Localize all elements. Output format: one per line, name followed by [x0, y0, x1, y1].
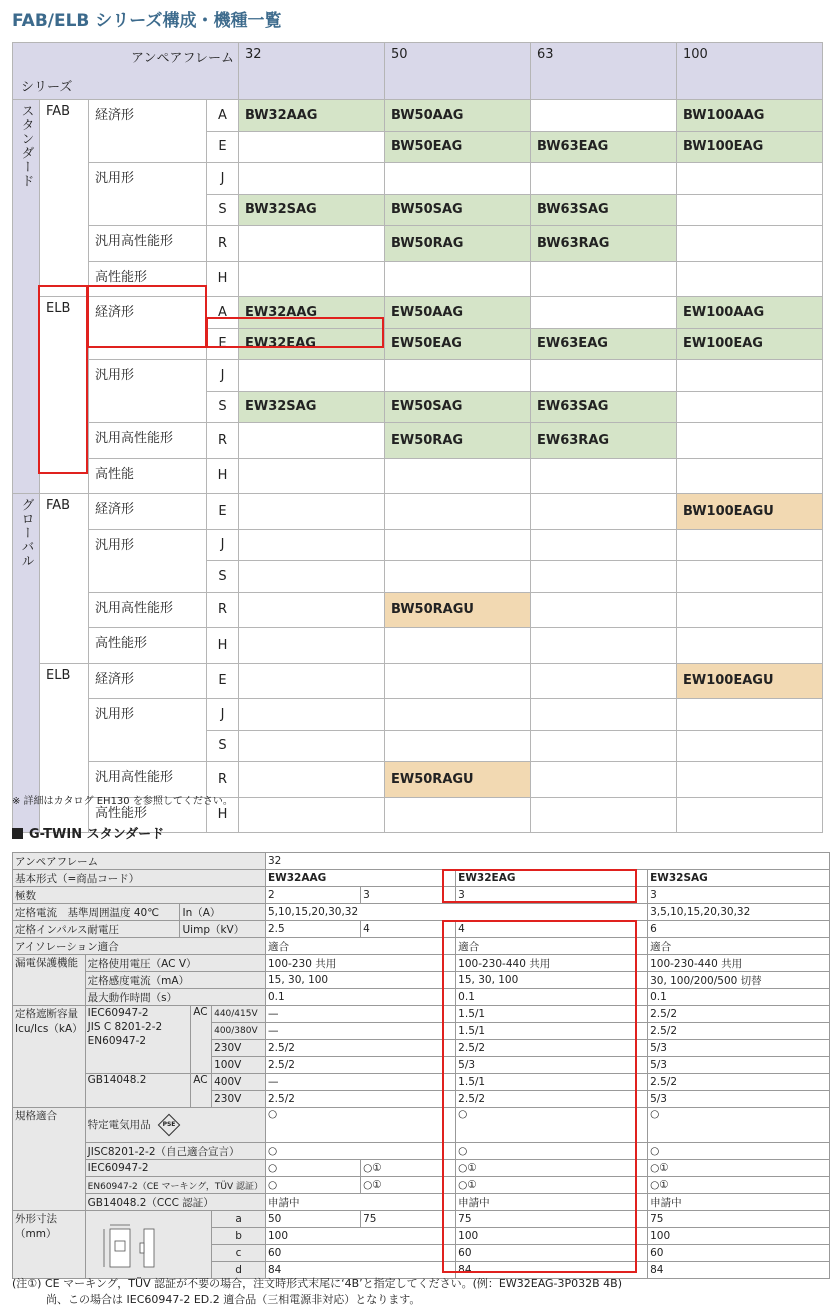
group-label: スタンダード — [13, 100, 40, 494]
model-cell — [677, 194, 823, 226]
model-cell: EW32AAG — [239, 297, 385, 329]
cert-value: ○ — [266, 1160, 361, 1177]
model-cell — [239, 529, 385, 561]
breaker-type: 汎用高性能形 — [89, 423, 207, 459]
model-cell — [531, 730, 677, 762]
footnote — [12, 1276, 622, 1308]
model-cell — [531, 458, 677, 494]
break-voltage: 230V — [212, 1091, 266, 1108]
dim-value: 60 — [456, 1245, 648, 1262]
model-cell: EW63RAG — [531, 423, 677, 459]
break-value: — — [266, 1023, 456, 1040]
isolation-value: 適合 — [266, 938, 456, 955]
dimension-drawing — [98, 1217, 170, 1277]
type-code: J — [207, 699, 239, 731]
type-code: S — [207, 730, 239, 762]
leak-voltage-value: 100-230-440 共用 — [648, 955, 830, 972]
model-cell — [385, 529, 531, 561]
type-code: E — [207, 663, 239, 699]
type-code: R — [207, 423, 239, 459]
model-cell: BW50EAG — [385, 131, 531, 163]
model-cell: BW50SAG — [385, 194, 531, 226]
type-code: H — [207, 628, 239, 664]
model-cell — [239, 730, 385, 762]
frame-50-header: 50 — [385, 43, 531, 100]
model-cell — [239, 494, 385, 530]
frame-63-header: 63 — [531, 43, 677, 100]
dim-value: 100 — [456, 1228, 648, 1245]
model-ew32aag: EW32AAG — [266, 870, 456, 887]
rated-current-value: 5,10,15,20,30,32 — [266, 904, 648, 921]
break-label: 定格遮断容量 Icu/Ics（kA） — [13, 1006, 86, 1108]
leak-time-value: 0.1 — [266, 989, 456, 1006]
series-row — [13, 100, 823, 132]
type-code: J — [207, 360, 239, 392]
model-cell: BW32SAG — [239, 194, 385, 226]
model-cell — [531, 561, 677, 593]
model-cell — [239, 628, 385, 664]
break-value: 2.5/2 — [648, 1074, 830, 1091]
catalog-note: ※ 詳細はカタログ EH130 を参照してください。 — [12, 796, 233, 807]
impulse-value: 6 — [648, 921, 830, 938]
breaker-type: 高性能形 — [89, 261, 207, 297]
model-cell — [531, 261, 677, 297]
model-cell — [239, 423, 385, 459]
series-row — [13, 297, 823, 329]
dim-key: d — [212, 1262, 266, 1279]
model-cell — [239, 663, 385, 699]
impulse-value: 4 — [361, 921, 456, 938]
model-cell — [531, 100, 677, 132]
model-cell — [677, 529, 823, 561]
series-row — [13, 628, 823, 664]
breaker-type: 高性能形 — [89, 628, 207, 664]
break-value: 2.5/2 — [456, 1091, 648, 1108]
header-corner — [13, 43, 239, 100]
break-ac-label: AC — [191, 1006, 212, 1074]
section-title: G-TWIN スタンダード — [12, 823, 164, 842]
cert-value: ○ — [456, 1143, 648, 1160]
frame-32-header: 32 — [239, 43, 385, 100]
series-label: ELB — [40, 297, 89, 494]
dim-value: 84 — [648, 1262, 830, 1279]
breaker-type: 高性能形 — [89, 797, 207, 833]
breaker-type: 汎用形 — [89, 529, 207, 592]
model-cell — [531, 699, 677, 731]
model-cell — [677, 730, 823, 762]
model-cell: BW100EAGU — [677, 494, 823, 530]
model-cell — [239, 561, 385, 593]
dim-value: 100 — [266, 1228, 456, 1245]
model-cell — [531, 163, 677, 195]
leak-label: 漏電保護機能 — [13, 955, 86, 1006]
cert-value: ○ — [266, 1108, 456, 1143]
breaker-type: 汎用高性能形 — [89, 592, 207, 628]
model-cell — [531, 663, 677, 699]
model-cell: BW63SAG — [531, 194, 677, 226]
leak-time-value: 0.1 — [648, 989, 830, 1006]
cert-value: 申請中 — [648, 1194, 830, 1211]
dim-value: 75 — [456, 1211, 648, 1228]
header-series-label: シリーズ — [21, 80, 73, 95]
model-cell: BW100AAG — [677, 100, 823, 132]
model-cell: EW100EAGU — [677, 663, 823, 699]
breaker-type: 経済形 — [89, 297, 207, 360]
series-row — [13, 663, 823, 699]
cert-value: ○① — [648, 1177, 830, 1194]
model-cell: EW100AAG — [677, 297, 823, 329]
break-value: 5/3 — [456, 1057, 648, 1074]
poles-value: 2 — [266, 887, 361, 904]
leak-sens-label: 定格感度電流（mA） — [85, 972, 265, 989]
cert-name: JISC8201-2-2（自己適合宣言） — [85, 1143, 265, 1160]
model-cell — [677, 163, 823, 195]
model-cell — [239, 699, 385, 731]
cert-name: EN60947-2（CE マーキング，TÜV 認証） — [85, 1177, 265, 1194]
model-cell — [677, 699, 823, 731]
break-voltage: 440/415V — [212, 1006, 266, 1023]
breaker-type: 経済形 — [89, 663, 207, 699]
type-code: E — [207, 494, 239, 530]
breaker-type: 経済形 — [89, 494, 207, 530]
model-cell — [385, 163, 531, 195]
model-cell: BW50RAGU — [385, 592, 531, 628]
poles-value: 3 — [361, 887, 456, 904]
model-cell — [531, 628, 677, 664]
poles-value: 3 — [456, 887, 648, 904]
model-cell — [239, 797, 385, 833]
type-code: E — [207, 328, 239, 360]
break-value: 5/3 — [648, 1091, 830, 1108]
cert-name: IEC60947-2 — [85, 1160, 265, 1177]
cert-value: ○① — [456, 1160, 648, 1177]
type-code: S — [207, 391, 239, 423]
cert-name: GB14048.2（CCC 認証） — [85, 1194, 265, 1211]
group-label: グローバル — [13, 494, 40, 833]
model-cell — [531, 297, 677, 329]
model-cell — [531, 494, 677, 530]
model-cell: BW32AAG — [239, 100, 385, 132]
break-standards: IEC60947-2 JIS C 8201-2-2 EN60947-2 — [85, 1006, 191, 1074]
model-ew32sag: EW32SAG — [648, 870, 830, 887]
model-cell — [677, 592, 823, 628]
model-cell: EW63EAG — [531, 328, 677, 360]
series-row — [13, 529, 823, 561]
dim-value: 75 — [648, 1211, 830, 1228]
frame-100-header: 100 — [677, 43, 823, 100]
model-cell — [677, 391, 823, 423]
break-value: 2.5/2 — [648, 1006, 830, 1023]
model-ew32eag: EW32EAG — [456, 870, 648, 887]
model-cell — [239, 261, 385, 297]
frame-label: アンペアフレーム — [13, 853, 266, 870]
series-table — [12, 42, 823, 833]
isolation-value: 適合 — [456, 938, 648, 955]
model-cell: EW50AAG — [385, 297, 531, 329]
model-cell: EW63SAG — [531, 391, 677, 423]
leak-time-value: 0.1 — [456, 989, 648, 1006]
type-code: E — [207, 131, 239, 163]
rated-current-unit: In（A） — [180, 904, 266, 921]
model-cell — [239, 360, 385, 392]
model-cell — [239, 762, 385, 798]
break-gb-ac-label: AC — [191, 1074, 212, 1108]
rated-current-label: 定格電流 基準周囲温度 40℃ — [13, 904, 180, 921]
leak-voltage-value: 100-230 共用 — [266, 955, 456, 972]
cert-value: 申請中 — [456, 1194, 648, 1211]
model-cell: EW50EAG — [385, 328, 531, 360]
model-cell — [239, 226, 385, 262]
model-cell — [385, 797, 531, 833]
page-title: FAB/ELB シリーズ構成・機種一覧 — [12, 11, 282, 31]
poles-label: 極数 — [13, 887, 266, 904]
break-voltage: 400/380V — [212, 1023, 266, 1040]
type-code: S — [207, 561, 239, 593]
model-cell: EW32SAG — [239, 391, 385, 423]
break-value: 2.5/2 — [266, 1091, 456, 1108]
cert-value: ○① — [648, 1160, 830, 1177]
frame-value: 32 — [266, 853, 830, 870]
model-cell — [531, 529, 677, 561]
cert-value: ○① — [361, 1160, 456, 1177]
model-cell — [385, 730, 531, 762]
model-cell — [239, 592, 385, 628]
break-value: 2.5/2 — [266, 1040, 456, 1057]
dim-value: 100 — [648, 1228, 830, 1245]
cert-label: 規格適合 — [13, 1108, 86, 1211]
breaker-type: 高性能 — [89, 458, 207, 494]
breaker-type: 汎用形 — [89, 163, 207, 226]
model-cell — [385, 699, 531, 731]
model-cell — [677, 561, 823, 593]
impulse-value: 2.5 — [266, 921, 361, 938]
break-value: 2.5/2 — [648, 1023, 830, 1040]
model-cell — [385, 561, 531, 593]
dim-value: 84 — [266, 1262, 456, 1279]
model-cell — [677, 628, 823, 664]
model-label: 基本形式（=商品コード） — [13, 870, 266, 887]
model-cell: EW50RAGU — [385, 762, 531, 798]
model-cell: EW50RAG — [385, 423, 531, 459]
dim-value: 75 — [361, 1211, 456, 1228]
series-row — [13, 699, 823, 731]
dim-value: 84 — [456, 1262, 648, 1279]
break-value: 5/3 — [648, 1057, 830, 1074]
break-gb-standard: GB14048.2 — [85, 1074, 191, 1108]
model-cell: BW100EAG — [677, 131, 823, 163]
model-cell: EW50SAG — [385, 391, 531, 423]
type-code: R — [207, 226, 239, 262]
model-cell: EW100EAG — [677, 328, 823, 360]
breaker-type: 汎用形 — [89, 699, 207, 762]
model-cell — [239, 131, 385, 163]
cert-value: ○ — [648, 1108, 830, 1143]
series-label: ELB — [40, 663, 89, 833]
type-code: A — [207, 100, 239, 132]
model-cell — [385, 360, 531, 392]
type-code: J — [207, 529, 239, 561]
break-value: 1.5/1 — [456, 1006, 648, 1023]
cert-value: 申請中 — [266, 1194, 456, 1211]
model-cell: BW63EAG — [531, 131, 677, 163]
break-value: — — [266, 1006, 456, 1023]
footnote-line-1: (注①) CE マーキング，TÜV 認証が不要の場合，注文時形式末尾に‘4B’と指定してください。(例：EW32EAG-3P032B 4B) — [12, 1277, 623, 1290]
cert-value: ○ — [456, 1108, 648, 1143]
leak-time-label: 最大動作時間（s） — [85, 989, 265, 1006]
model-cell — [677, 797, 823, 833]
isolation-label: アイソレーション適合 — [13, 938, 266, 955]
series-row — [13, 226, 823, 262]
series-label: FAB — [40, 100, 89, 297]
header-frame-label: アンペアフレーム — [131, 51, 234, 66]
footnote-line-2: 尚、この場合は IEC60947-2 ED.2 適合品（三相電源非対応）となります。 — [46, 1293, 421, 1306]
series-row — [13, 592, 823, 628]
model-cell — [677, 261, 823, 297]
series-row — [13, 163, 823, 195]
breaker-type: 汎用形 — [89, 360, 207, 423]
leak-sens-value: 15, 30, 100 — [266, 972, 456, 989]
series-row — [13, 458, 823, 494]
dim-key: b — [212, 1228, 266, 1245]
dim-key: c — [212, 1245, 266, 1262]
break-value: 1.5/1 — [456, 1074, 648, 1091]
model-cell — [239, 163, 385, 195]
impulse-unit: Uimp（kV） — [180, 921, 266, 938]
impulse-value: 4 — [456, 921, 648, 938]
type-code: J — [207, 163, 239, 195]
rated-current-value: 3,5,10,15,20,30,32 — [648, 904, 830, 921]
model-cell — [385, 261, 531, 297]
breaker-type: 汎用高性能形 — [89, 762, 207, 798]
series-label: FAB — [40, 494, 89, 664]
break-value: 2.5/2 — [266, 1057, 456, 1074]
model-cell: BW50RAG — [385, 226, 531, 262]
spec-table — [12, 852, 830, 1279]
breaker-type: 汎用高性能形 — [89, 226, 207, 262]
leak-sens-value: 30, 100/200/500 切替 — [648, 972, 830, 989]
series-row — [13, 360, 823, 392]
series-row — [13, 423, 823, 459]
model-cell — [385, 494, 531, 530]
model-cell — [677, 762, 823, 798]
break-value: 1.5/1 — [456, 1023, 648, 1040]
dim-value: 50 — [266, 1211, 361, 1228]
poles-value: 3 — [648, 887, 830, 904]
dim-value: 60 — [648, 1245, 830, 1262]
square-bullet-icon — [12, 828, 23, 839]
model-cell — [531, 762, 677, 798]
cert-value: ○ — [648, 1143, 830, 1160]
dim-label: 外形寸法 （mm） — [13, 1211, 86, 1279]
model-cell — [677, 360, 823, 392]
model-cell — [531, 592, 677, 628]
cert-pse-label: 特定電気用品 PSE — [85, 1108, 265, 1143]
model-cell: BW50AAG — [385, 100, 531, 132]
impulse-label: 定格インパルス耐電圧 — [13, 921, 180, 938]
model-cell — [385, 663, 531, 699]
leak-sens-value: 15, 30, 100 — [456, 972, 648, 989]
series-row — [13, 261, 823, 297]
cert-value: ○① — [361, 1177, 456, 1194]
cert-value: ○ — [266, 1177, 361, 1194]
model-cell — [385, 628, 531, 664]
leak-voltage-value: 100-230-440 共用 — [456, 955, 648, 972]
break-voltage: 100V — [212, 1057, 266, 1074]
type-code: R — [207, 762, 239, 798]
series-row — [13, 494, 823, 530]
break-voltage: 230V — [212, 1040, 266, 1057]
type-code: S — [207, 194, 239, 226]
breaker-type: 経済形 — [89, 100, 207, 163]
leak-voltage-label: 定格使用電圧（AC V） — [85, 955, 265, 972]
break-value: 5/3 — [648, 1040, 830, 1057]
type-code: R — [207, 592, 239, 628]
model-cell — [677, 423, 823, 459]
model-cell: BW63RAG — [531, 226, 677, 262]
type-code: A — [207, 297, 239, 329]
break-value: 2.5/2 — [456, 1040, 648, 1057]
model-cell — [385, 458, 531, 494]
cert-value: ○① — [456, 1177, 648, 1194]
cert-value: ○ — [266, 1143, 456, 1160]
break-value: — — [266, 1074, 456, 1091]
model-cell: EW32EAG — [239, 328, 385, 360]
type-code: H — [207, 458, 239, 494]
model-cell — [239, 458, 385, 494]
pse-mark-icon: PSE — [157, 1114, 180, 1137]
model-cell — [677, 226, 823, 262]
break-voltage: 400V — [212, 1074, 266, 1091]
model-cell — [531, 797, 677, 833]
type-code: H — [207, 261, 239, 297]
dim-value: 60 — [266, 1245, 456, 1262]
dim-key: a — [212, 1211, 266, 1228]
model-cell — [531, 360, 677, 392]
model-cell — [677, 458, 823, 494]
type-code: H — [207, 797, 239, 833]
isolation-value: 適合 — [648, 938, 830, 955]
